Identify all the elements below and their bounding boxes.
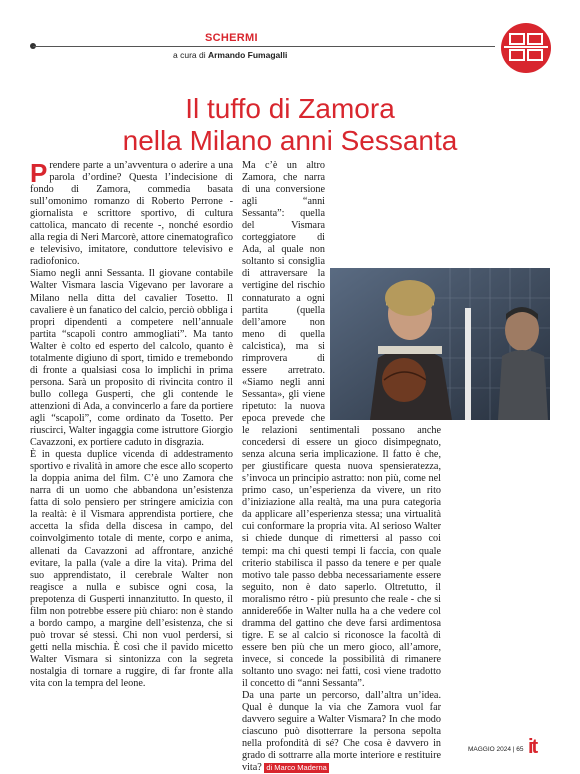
byline-prefix: a cura di	[173, 50, 206, 60]
title-line-2: nella Milano anni Sessanta	[122, 124, 458, 156]
film-still-image	[330, 268, 550, 420]
magazine-logo: it	[528, 736, 537, 758]
header-rule	[33, 46, 495, 47]
paragraph: Ma c’è un altro Zamora, che narra di una conversione agli “anni Sessanta”: quella del Vismara corteggiatore di Ada, al quale non soltanto si consiglia di attraversare la vertigine del rischio connaturato a ogni partita (quella dell’amore non meno di quella calcistica), ma si rimprovera di essere arretrato. «Siamo negli anni Sessanta», gli viene ripetuto: la nuova epoca prevede che le relazioni sentimentali possano anche concedersi di essere un gioco disimpegnato, senza alcuna seria implicazione. Il fatto è che, per giustificare questa nuova spensieratezza, s’invoca un principio astratto: non più, come nel primo caso, un’esperienza da vivere, un rito d’iniziazione alla realtà, ma una pura categoria da applicare all’esperienza stessa; una virtualità cui conformare la propria vita. Al serioso Walter si chiede dunque di rimettersi al passo coi tempi: ma chi questi tempi li faccia, con quale criterio stabilisca il passo da tenere e per quale motivo tale passo debba necessariamente essere seguito, non è dato saperlo. Oltretutto, il moralismo rétro - più presunto che reale - che si annidereббе in Walter nulla ha a che vedere col dramma del gattino che deve farsi ardimentosa tigre. E se al calcio si riconosce la facoltà di essere ben più che un mero gioco, all’amore, invece, si concede la possibilità di rimanere soltanto uno svago: nei fatti, così viene tradotto il concetto di “anni Sessanta”.	[242, 160, 441, 690]
paragraph: Siamo negli anni Sessanta. Il giovane contabile Walter Vismara lascia Vigevano per lavorare a Milano nella ditta del cavalier Tosetto. Il cavaliere è un fanatico del calcio, perciò obbliga i propri dipendenti a competere nell’annuale partita “scapoli contro ammogliati”. Ma tanto Walter è colto ed esperto del calcolo, quanto è totalmente digiuno di sport, timido e tremebondo di fronte a qualsiasi cosa lo implichi in prima persona. Sarà un proposito di rivincita contro il bullo collega Gusperti, che gli contende le attenzioni di Ada, a convincerlo a fare da portiere agli “scapoli”, come ordinato da Tosetto. Per riuscirci, Walter ingaggia come istruttore Giorgio Cavazzoni, ex portiere caduto in disgrazia.	[30, 268, 233, 449]
author-signature: di Marco Maderna	[266, 763, 327, 773]
byline	[173, 50, 287, 60]
article-title	[0, 93, 580, 157]
section-logo-icon	[500, 22, 552, 74]
paragraph: È in questa duplice vicenda di addestramento sportivo e rivalità in amore che esce allo scoperto la doppia anima del film. C’è uno Zamora che narra di un uomo che abbandona un’esistenza fatta di solo pensiero per stringere amicizia con la realtà: è il Vismara apprendista portiere, che accetta la sfida della discesa in campo, del coinvolgimento totale di mente, corpo e anima, allenati da Cavazzoni ad affrontare, anziché evitare, la palla (vale a dire la vita). Prima del suo apprendistato, il cerebrale Walter non reagisce a nulla e subisce ogni cosa, la prepotenza di Gusperti innanzitutto. In questo, il film non potrebbe essere più chiaro: non è stando a bordo campo, a margine dell’esistenza, che si può trovar sé stessi. Chi non vuol perdersi, si getti nella mischia. È così che il pavido micetto Walter Vismara si sintonizza con la segreta nostalgia di tornare a ruggire, di far fronte alla vita con la tempra del leone.	[30, 449, 233, 690]
section-label: SCHERMI	[205, 32, 258, 44]
article-column-1	[30, 160, 233, 690]
title-line-1: Il tuffo di Zamora	[185, 92, 395, 124]
article-column-2	[242, 160, 441, 774]
byline-author: Armando Fumagalli	[207, 50, 288, 60]
paragraph: Prendere parte a un’avventura o aderire a una parola d’ordine? Questa l’indecisione di fondo di Zamora, commedia basata sull’omonimo romanzo di Roberto Perrone - giornalista e scrittore sportivo, di cultura cattolica, mancato di recente -, nonché esordio alla regia di Neri Marcorè, attore cinematografico e televisivo, imitatore, conduttore televisivo e radiofonico.	[30, 158, 233, 268]
page-footer: MAGGIO 2024 | 65	[468, 746, 524, 753]
drop-cap: P	[30, 158, 48, 188]
paragraph: Da una parte un percorso, dall’altra un’idea. Qual è dunque la via che Zamora vuol far davvero seguire a Walter Vismara? In che modo ciascuno può disotterrare la persona sepolta nella profondità di sé? Che cosa è davvero in grado di sottrarre alla morte interiore e restituire vita? di Marco Maderna	[242, 690, 441, 774]
